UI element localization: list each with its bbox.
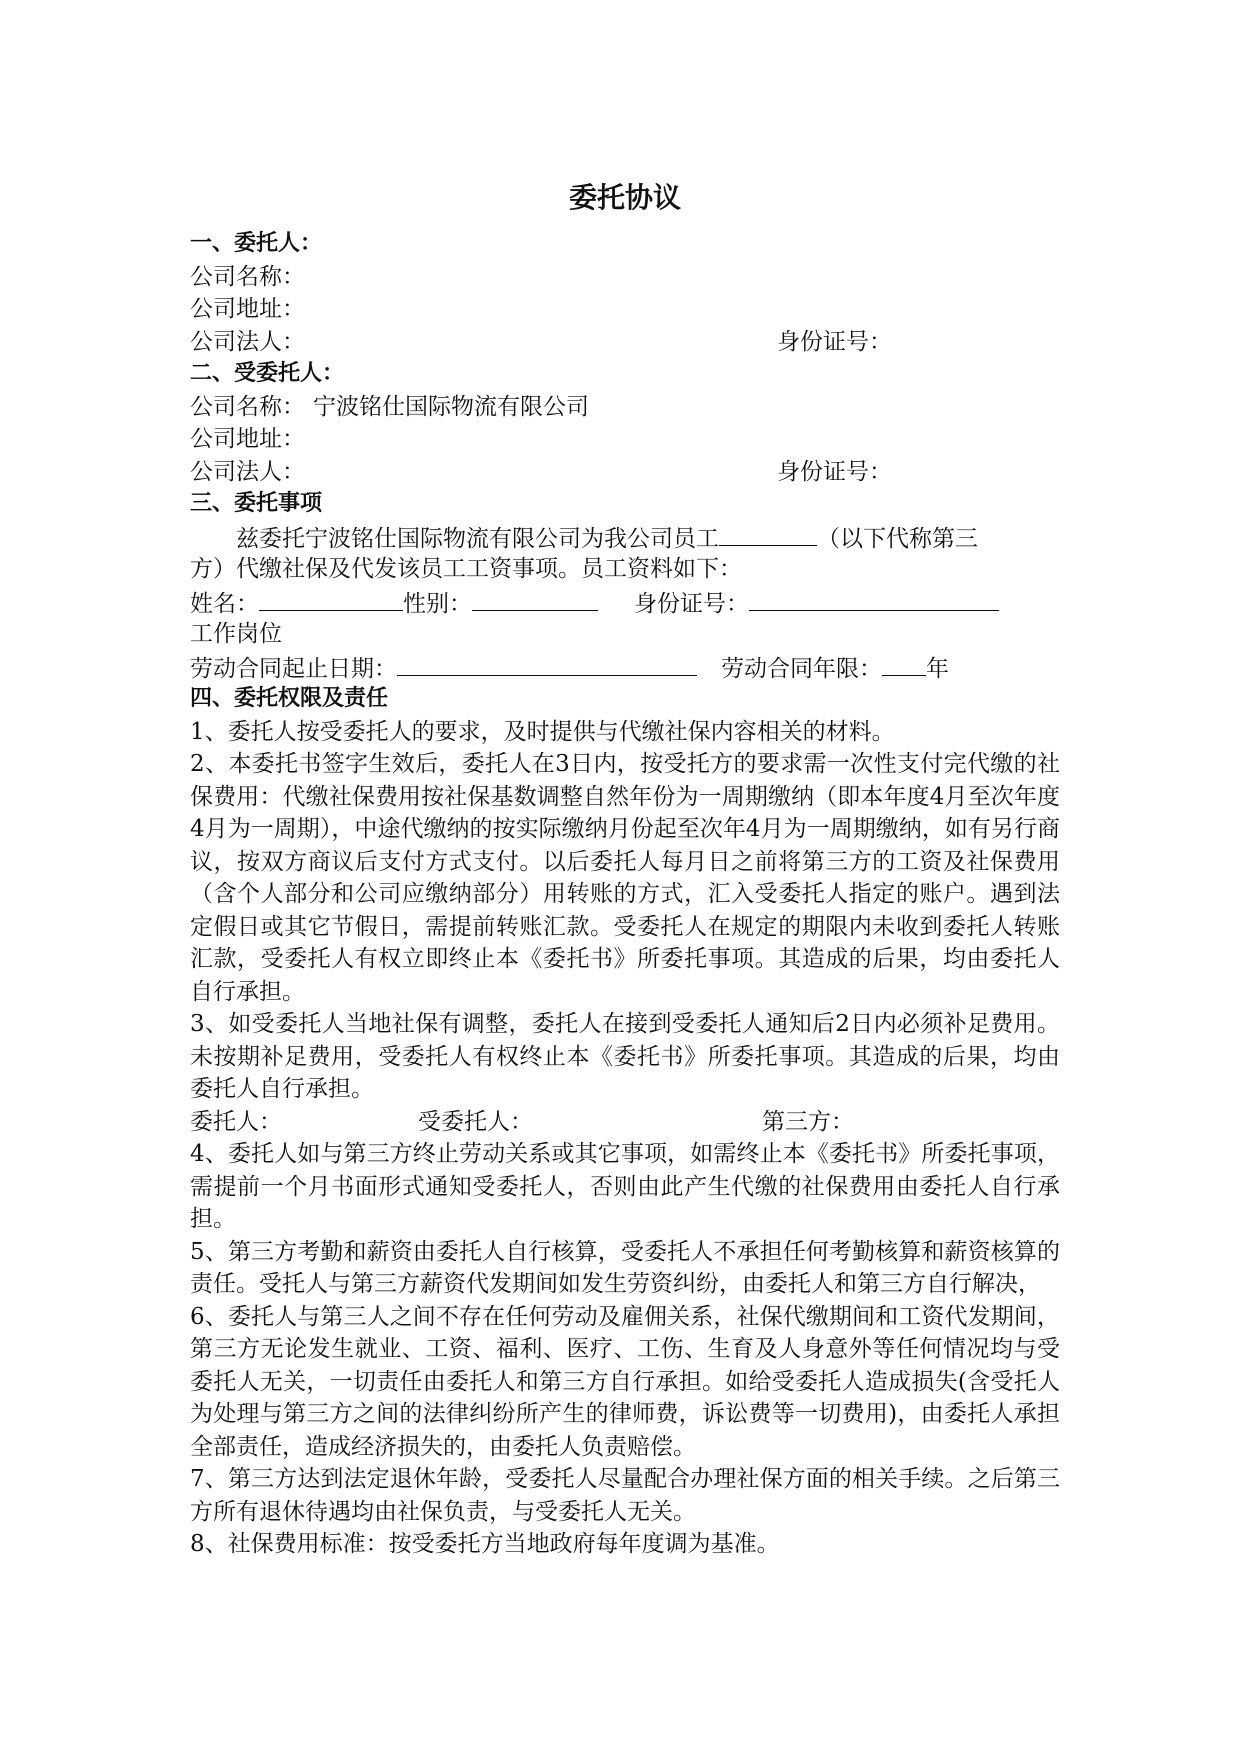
client-company-address-label: 公司地址： [190, 296, 305, 322]
clause-6: 6、委托人与第三人之间不存在任何劳动及雇佣关系，社保代缴期间和工资代发期间，第三方无论发生就业、工资、福利、医疗、工伤、生育及人身意外等任何情况均与受委托人无关，一切责任由委托人和第三方自行承担。如给受委托人造成损失(含受托人为处理与第三方之间的法律纠纷所产生的律师费，诉讼费等一切费用)，由委托人承担全部责任，造成经济损失的，由委托人负责赔偿。 [190, 1303, 1060, 1460]
clause-5: 5、第三方考勤和薪资由委托人自行核算，受委托人不承担任何考勤核算和薪资核算的责任。受托人与第三方薪资代发期间如发生劳资纠纷，由委托人和第三方自行解决， [190, 1238, 1060, 1297]
section-heading-agent: 二、受委托人： [190, 361, 345, 386]
agent-company-address-label: 公司地址： [190, 426, 305, 452]
agent-company-name-row [190, 391, 1060, 424]
employee-info-row [190, 586, 1060, 619]
client-legal-person-label: 公司法人： [190, 328, 305, 355]
agent-legal-person-row [190, 456, 1060, 489]
contract-row [190, 651, 1060, 684]
matters-intro-text-a: 兹委托宁波铭仕国际物流有限公司为我公司员工 [236, 525, 719, 552]
client-legal-person-row [190, 326, 1060, 359]
section-heading-matters: 三、委托事项 [190, 491, 323, 516]
agent-company-name-label: 公司名称： [190, 393, 305, 420]
matters-intro-line2: 方）代缴社保及代发该员工工资事项。员工资料如下： [190, 556, 742, 582]
section-heading-client: 一、委托人： [190, 231, 323, 256]
contract-dates-label: 劳动合同起止日期： [190, 655, 397, 682]
signature-row [190, 1106, 1060, 1139]
name-label: 姓名： [190, 590, 259, 617]
agent-legal-person-label: 公司法人： [190, 458, 305, 485]
agent-id-label: 身份证号： [777, 458, 892, 485]
client-company-name-label: 公司名称： [190, 263, 305, 290]
clause-4: 4、委托人如与第三方终止劳动关系或其它事项，如需终止本《委托书》所委托事项，需提前一个月书面形式通知受委托人，否则由此产生代缴的社保费用由委托人自行承担。 [190, 1141, 1060, 1232]
contract-term-blank [882, 651, 926, 676]
clause-8: 8、社保费用标准：按受委托方当地政府每年度调为基准。 [190, 1531, 780, 1557]
position-label: 工作岗位 [190, 621, 282, 647]
gender-label: 性别： [403, 590, 472, 617]
gender-blank [472, 586, 598, 611]
clause-7: 7、第三方达到法定退休年龄，受委托人尽量配合办理社保方面的相关手续。之后第三方所有退休待遇均由社保负责，与受委托人无关。 [190, 1466, 1060, 1525]
matters-intro-line1 [190, 521, 1060, 554]
signature-agent-label: 受委托人： [418, 1108, 533, 1135]
employee-blank [719, 521, 817, 546]
year-unit: 年 [926, 655, 949, 682]
section-heading-authority: 四、委托权限及责任 [190, 686, 389, 711]
employee-id-blank [749, 586, 999, 611]
document-title: 委托协议 [568, 181, 681, 214]
contract-dates-blank [397, 651, 697, 676]
clause-2: 2、本委托书签字生效后，委托人在3日内，按受托方的要求需一次性支付完代缴的社保费用：代缴社保费用按社保基数调整自然年份为一周期缴纳（即本年度4月至次年度4月为一周期），中途代缴纳的按实际缴纳月份起至次年4月为一周期缴纳，如有另行商议，按双方商议后支付方式支付。以后委托人每月日之前将第三方的工资及社保费用（含个人部分和公司应缴纳部分）用转账的方式，汇入受委托人指定的账户。遇到法定假日或其它节假日，需提前转账汇款。受委托人在规定的期限内未收到委托人转账汇款，受委托人有权立即终止本《委托书》所委托事项。其造成的后果，均由委托人自行承担。 [190, 751, 1060, 1005]
name-blank [259, 586, 403, 611]
signature-third-party-label: 第三方： [762, 1108, 854, 1135]
signature-client-label: 委托人： [190, 1108, 282, 1135]
document-page [190, 178, 1060, 1561]
client-id-label: 身份证号： [777, 328, 892, 355]
clause-3: 3、如受委托人当地社保有调整，委托人在接到受委托人通知后2日内必须补足费用。未按期补足费用，受委托人有权终止本《委托书》所委托事项。其造成的后果，均由委托人自行承担。 [190, 1011, 1060, 1102]
clause-1: 1、委托人按受委托人的要求，及时提供与代缴社保内容相关的材料。 [190, 718, 895, 745]
matters-intro-text-b: （以下代称第三 [817, 525, 978, 552]
employee-id-label: 身份证号： [634, 590, 749, 617]
agent-company-name-value: 宁波铭仕国际物流有限公司 [313, 393, 589, 420]
contract-term-label: 劳动合同年限： [721, 655, 882, 682]
